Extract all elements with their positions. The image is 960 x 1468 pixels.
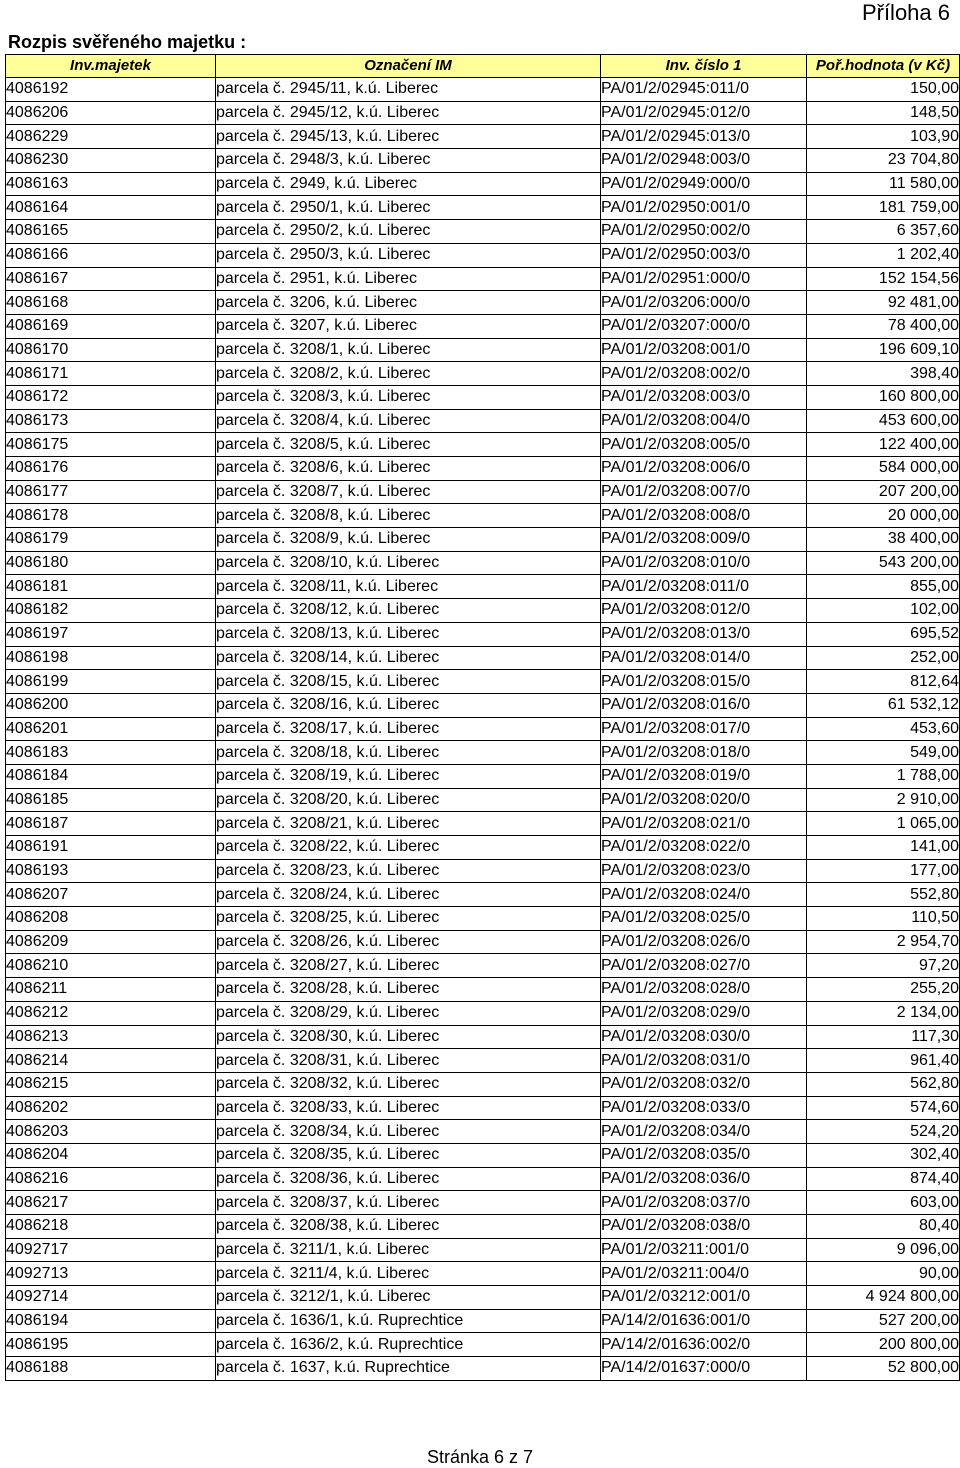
cell-inv-majetek: 4086230: [6, 149, 216, 173]
cell-oznaceni-im: parcela č. 3208/2, k.ú. Liberec: [216, 362, 601, 386]
cell-por-hodnota: 9 096,00: [807, 1238, 960, 1262]
cell-inv-majetek: 4086216: [6, 1167, 216, 1191]
table-row: [6, 528, 960, 552]
cell-por-hodnota: 1 202,40: [807, 243, 960, 267]
cell-oznaceni-im: parcela č. 3211/4, k.ú. Liberec: [216, 1262, 601, 1286]
cell-inv-majetek: 4086197: [6, 622, 216, 646]
cell-inv-majetek: 4086176: [6, 457, 216, 481]
cell-inv-majetek: 4086217: [6, 1191, 216, 1215]
cell-por-hodnota: 122 400,00: [807, 433, 960, 457]
cell-oznaceni-im: parcela č. 3208/11, k.ú. Liberec: [216, 575, 601, 599]
cell-inv-majetek: 4086179: [6, 528, 216, 552]
cell-inv-cislo: PA/01/2/03208:022/0: [601, 836, 807, 860]
cell-inv-cislo: PA/01/2/02945:012/0: [601, 101, 807, 125]
cell-por-hodnota: 20 000,00: [807, 504, 960, 528]
cell-inv-cislo: PA/01/2/03208:015/0: [601, 670, 807, 694]
cell-inv-cislo: PA/01/2/03208:019/0: [601, 764, 807, 788]
table-row: [6, 1333, 960, 1357]
cell-inv-majetek: 4086209: [6, 930, 216, 954]
table-row: [6, 291, 960, 315]
cell-por-hodnota: 148,50: [807, 101, 960, 125]
cell-por-hodnota: 80,40: [807, 1215, 960, 1239]
cell-inv-cislo: PA/01/2/03208:002/0: [601, 362, 807, 386]
cell-inv-majetek: 4086201: [6, 717, 216, 741]
table-row: [6, 243, 960, 267]
cell-por-hodnota: 11 580,00: [807, 172, 960, 196]
cell-oznaceni-im: parcela č. 3208/1, k.ú. Liberec: [216, 338, 601, 362]
cell-inv-cislo: PA/14/2/01636:001/0: [601, 1309, 807, 1333]
cell-oznaceni-im: parcela č. 3208/32, k.ú. Liberec: [216, 1072, 601, 1096]
table-row: [6, 930, 960, 954]
cell-inv-majetek: 4086175: [6, 433, 216, 457]
cell-inv-cislo: PA/01/2/03208:008/0: [601, 504, 807, 528]
header-por-hodnota: Poř.hodnota (v Kč): [807, 55, 960, 78]
cell-inv-cislo: PA/01/2/02951:000/0: [601, 267, 807, 291]
cell-inv-cislo: PA/01/2/03208:014/0: [601, 646, 807, 670]
cell-oznaceni-im: parcela č. 3208/37, k.ú. Liberec: [216, 1191, 601, 1215]
cell-oznaceni-im: parcela č. 3208/27, k.ú. Liberec: [216, 954, 601, 978]
cell-inv-majetek: 4086168: [6, 291, 216, 315]
cell-por-hodnota: 398,40: [807, 362, 960, 386]
cell-inv-majetek: 4086218: [6, 1215, 216, 1239]
cell-inv-majetek: 4086169: [6, 314, 216, 338]
cell-inv-cislo: PA/01/2/03208:036/0: [601, 1167, 807, 1191]
cell-oznaceni-im: parcela č. 1636/1, k.ú. Ruprechtice: [216, 1309, 601, 1333]
cell-inv-majetek: 4086184: [6, 764, 216, 788]
table-row: [6, 1049, 960, 1073]
cell-oznaceni-im: parcela č. 3208/36, k.ú. Liberec: [216, 1167, 601, 1191]
cell-oznaceni-im: parcela č. 3212/1, k.ú. Liberec: [216, 1286, 601, 1310]
cell-inv-cislo: PA/01/2/03208:016/0: [601, 693, 807, 717]
cell-por-hodnota: 549,00: [807, 741, 960, 765]
cell-por-hodnota: 543 200,00: [807, 551, 960, 575]
table-row: [6, 954, 960, 978]
table-row: [6, 741, 960, 765]
cell-oznaceni-im: parcela č. 3208/13, k.ú. Liberec: [216, 622, 601, 646]
cell-inv-majetek: 4086177: [6, 480, 216, 504]
cell-inv-majetek: 4086204: [6, 1143, 216, 1167]
cell-oznaceni-im: parcela č. 3208/38, k.ú. Liberec: [216, 1215, 601, 1239]
cell-oznaceni-im: parcela č. 3208/28, k.ú. Liberec: [216, 978, 601, 1002]
table-row: [6, 1025, 960, 1049]
cell-inv-majetek: 4086210: [6, 954, 216, 978]
cell-por-hodnota: 160 800,00: [807, 385, 960, 409]
table-row: [6, 883, 960, 907]
cell-inv-cislo: PA/01/2/03208:021/0: [601, 812, 807, 836]
table-row: [6, 196, 960, 220]
table-body: [6, 78, 960, 1381]
cell-por-hodnota: 2 910,00: [807, 788, 960, 812]
cell-inv-majetek: 4086206: [6, 101, 216, 125]
cell-inv-cislo: PA/01/2/03208:027/0: [601, 954, 807, 978]
table-row: [6, 1215, 960, 1239]
cell-inv-majetek: 4086164: [6, 196, 216, 220]
cell-inv-cislo: PA/01/2/03207:000/0: [601, 314, 807, 338]
cell-inv-cislo: PA/01/2/03208:032/0: [601, 1072, 807, 1096]
cell-inv-cislo: PA/01/2/03208:024/0: [601, 883, 807, 907]
cell-inv-majetek: 4086214: [6, 1049, 216, 1073]
header-inv-cislo: Inv. číslo 1: [601, 55, 807, 78]
cell-inv-cislo: PA/01/2/03208:017/0: [601, 717, 807, 741]
header-inv-majetek: Inv.majetek: [6, 55, 216, 78]
cell-por-hodnota: 961,40: [807, 1049, 960, 1073]
cell-inv-cislo: PA/01/2/03208:030/0: [601, 1025, 807, 1049]
table-row: [6, 457, 960, 481]
cell-oznaceni-im: parcela č. 2945/13, k.ú. Liberec: [216, 125, 601, 149]
cell-por-hodnota: 574,60: [807, 1096, 960, 1120]
cell-inv-cislo: PA/01/2/03208:013/0: [601, 622, 807, 646]
cell-inv-majetek: 4086165: [6, 220, 216, 244]
cell-oznaceni-im: parcela č. 3208/5, k.ú. Liberec: [216, 433, 601, 457]
cell-oznaceni-im: parcela č. 1636/2, k.ú. Ruprechtice: [216, 1333, 601, 1357]
cell-por-hodnota: 2 134,00: [807, 1001, 960, 1025]
cell-por-hodnota: 90,00: [807, 1262, 960, 1286]
cell-oznaceni-im: parcela č. 2945/11, k.ú. Liberec: [216, 78, 601, 102]
cell-por-hodnota: 152 154,56: [807, 267, 960, 291]
cell-oznaceni-im: parcela č. 3208/33, k.ú. Liberec: [216, 1096, 601, 1120]
cell-inv-cislo: PA/01/2/03208:018/0: [601, 741, 807, 765]
cell-por-hodnota: 97,20: [807, 954, 960, 978]
table-row: [6, 622, 960, 646]
table-row: [6, 172, 960, 196]
cell-oznaceni-im: parcela č. 3208/8, k.ú. Liberec: [216, 504, 601, 528]
table-row: [6, 1286, 960, 1310]
cell-por-hodnota: 196 609,10: [807, 338, 960, 362]
page-title: Rozpis svěřeného majetku :: [8, 32, 247, 52]
cell-inv-majetek: 4086192: [6, 78, 216, 102]
cell-inv-cislo: PA/01/2/02950:003/0: [601, 243, 807, 267]
cell-inv-cislo: PA/01/2/03208:005/0: [601, 433, 807, 457]
cell-inv-majetek: 4086207: [6, 883, 216, 907]
cell-por-hodnota: 584 000,00: [807, 457, 960, 481]
cell-por-hodnota: 52 800,00: [807, 1357, 960, 1381]
cell-por-hodnota: 562,80: [807, 1072, 960, 1096]
cell-inv-cislo: PA/01/2/03208:003/0: [601, 385, 807, 409]
cell-inv-cislo: PA/01/2/03208:007/0: [601, 480, 807, 504]
cell-oznaceni-im: parcela č. 2950/2, k.ú. Liberec: [216, 220, 601, 244]
table-row: [6, 1309, 960, 1333]
cell-inv-cislo: PA/01/2/03208:023/0: [601, 859, 807, 883]
table-row: [6, 693, 960, 717]
table-row: [6, 433, 960, 457]
cell-oznaceni-im: parcela č. 3208/35, k.ú. Liberec: [216, 1143, 601, 1167]
cell-inv-cislo: PA/01/2/03208:038/0: [601, 1215, 807, 1239]
cell-inv-cislo: PA/14/2/01636:002/0: [601, 1333, 807, 1357]
cell-por-hodnota: 453,60: [807, 717, 960, 741]
cell-inv-majetek: 4086187: [6, 812, 216, 836]
cell-inv-cislo: PA/01/2/03211:001/0: [601, 1238, 807, 1262]
cell-oznaceni-im: parcela č. 3208/15, k.ú. Liberec: [216, 670, 601, 694]
cell-inv-majetek: 4086200: [6, 693, 216, 717]
cell-por-hodnota: 102,00: [807, 599, 960, 623]
cell-inv-majetek: 4086191: [6, 836, 216, 860]
cell-oznaceni-im: parcela č. 3207, k.ú. Liberec: [216, 314, 601, 338]
cell-oznaceni-im: parcela č. 3206, k.ú. Liberec: [216, 291, 601, 315]
table-row: [6, 836, 960, 860]
table-row: [6, 338, 960, 362]
table-row: [6, 267, 960, 291]
cell-inv-majetek: 4086170: [6, 338, 216, 362]
cell-inv-majetek: 4092717: [6, 1238, 216, 1262]
cell-oznaceni-im: parcela č. 3208/19, k.ú. Liberec: [216, 764, 601, 788]
cell-inv-cislo: PA/01/2/03208:031/0: [601, 1049, 807, 1073]
cell-inv-cislo: PA/01/2/03208:026/0: [601, 930, 807, 954]
cell-oznaceni-im: parcela č. 2950/1, k.ú. Liberec: [216, 196, 601, 220]
cell-inv-majetek: 4086203: [6, 1120, 216, 1144]
cell-oznaceni-im: parcela č. 2949, k.ú. Liberec: [216, 172, 601, 196]
cell-por-hodnota: 2 954,70: [807, 930, 960, 954]
cell-inv-cislo: PA/01/2/03208:012/0: [601, 599, 807, 623]
cell-oznaceni-im: parcela č. 3208/3, k.ú. Liberec: [216, 385, 601, 409]
cell-por-hodnota: 117,30: [807, 1025, 960, 1049]
cell-oznaceni-im: parcela č. 3208/20, k.ú. Liberec: [216, 788, 601, 812]
table-row: [6, 788, 960, 812]
cell-oznaceni-im: parcela č. 3208/24, k.ú. Liberec: [216, 883, 601, 907]
cell-inv-majetek: 4086181: [6, 575, 216, 599]
cell-por-hodnota: 855,00: [807, 575, 960, 599]
cell-oznaceni-im: parcela č. 2951, k.ú. Liberec: [216, 267, 601, 291]
table-row: [6, 1143, 960, 1167]
table-row: [6, 646, 960, 670]
cell-por-hodnota: 181 759,00: [807, 196, 960, 220]
cell-inv-majetek: 4086163: [6, 172, 216, 196]
cell-por-hodnota: 453 600,00: [807, 409, 960, 433]
cell-oznaceni-im: parcela č. 3208/4, k.ú. Liberec: [216, 409, 601, 433]
cell-oznaceni-im: parcela č. 3208/17, k.ú. Liberec: [216, 717, 601, 741]
cell-inv-majetek: 4086212: [6, 1001, 216, 1025]
cell-inv-majetek: 4092713: [6, 1262, 216, 1286]
cell-inv-cislo: PA/01/2/03208:009/0: [601, 528, 807, 552]
table-row: [6, 362, 960, 386]
cell-oznaceni-im: parcela č. 3208/6, k.ú. Liberec: [216, 457, 601, 481]
cell-inv-cislo: PA/01/2/02949:000/0: [601, 172, 807, 196]
table-row: [6, 717, 960, 741]
cell-oznaceni-im: parcela č. 3208/30, k.ú. Liberec: [216, 1025, 601, 1049]
cell-inv-majetek: 4086171: [6, 362, 216, 386]
table-row: [6, 1238, 960, 1262]
table-row: [6, 149, 960, 173]
table-row: [6, 78, 960, 102]
cell-por-hodnota: 255,20: [807, 978, 960, 1002]
cell-inv-majetek: 4086193: [6, 859, 216, 883]
cell-inv-majetek: 4086215: [6, 1072, 216, 1096]
cell-inv-cislo: PA/01/2/03208:034/0: [601, 1120, 807, 1144]
table-row: [6, 575, 960, 599]
cell-inv-cislo: PA/01/2/02945:011/0: [601, 78, 807, 102]
cell-por-hodnota: 61 532,12: [807, 693, 960, 717]
table-row: [6, 599, 960, 623]
cell-inv-majetek: 4092714: [6, 1286, 216, 1310]
cell-inv-majetek: 4086173: [6, 409, 216, 433]
cell-inv-majetek: 4086208: [6, 907, 216, 931]
cell-por-hodnota: 150,00: [807, 78, 960, 102]
cell-inv-cislo: PA/01/2/03208:001/0: [601, 338, 807, 362]
cell-inv-majetek: 4086166: [6, 243, 216, 267]
cell-inv-cislo: PA/01/2/03208:028/0: [601, 978, 807, 1002]
cell-oznaceni-im: parcela č. 3208/18, k.ú. Liberec: [216, 741, 601, 765]
cell-por-hodnota: 141,00: [807, 836, 960, 860]
cell-oznaceni-im: parcela č. 3208/21, k.ú. Liberec: [216, 812, 601, 836]
cell-inv-cislo: PA/01/2/03208:011/0: [601, 575, 807, 599]
cell-inv-majetek: 4086180: [6, 551, 216, 575]
cell-por-hodnota: 812,64: [807, 670, 960, 694]
cell-por-hodnota: 1 065,00: [807, 812, 960, 836]
cell-inv-majetek: 4086167: [6, 267, 216, 291]
table-row: [6, 385, 960, 409]
cell-inv-cislo: PA/01/2/03208:010/0: [601, 551, 807, 575]
cell-oznaceni-im: parcela č. 3208/12, k.ú. Liberec: [216, 599, 601, 623]
cell-inv-cislo: PA/01/2/03208:029/0: [601, 1001, 807, 1025]
cell-por-hodnota: 207 200,00: [807, 480, 960, 504]
cell-inv-majetek: 4086198: [6, 646, 216, 670]
cell-oznaceni-im: parcela č. 3208/29, k.ú. Liberec: [216, 1001, 601, 1025]
cell-por-hodnota: 200 800,00: [807, 1333, 960, 1357]
cell-inv-majetek: 4086172: [6, 385, 216, 409]
table-row: [6, 1167, 960, 1191]
cell-inv-majetek: 4086188: [6, 1357, 216, 1381]
cell-inv-cislo: PA/01/2/02950:002/0: [601, 220, 807, 244]
cell-inv-cislo: PA/01/2/03208:020/0: [601, 788, 807, 812]
cell-por-hodnota: 552,80: [807, 883, 960, 907]
cell-por-hodnota: 252,00: [807, 646, 960, 670]
cell-oznaceni-im: parcela č. 3208/26, k.ú. Liberec: [216, 930, 601, 954]
cell-por-hodnota: 1 788,00: [807, 764, 960, 788]
table-row: [6, 220, 960, 244]
cell-oznaceni-im: parcela č. 3208/7, k.ú. Liberec: [216, 480, 601, 504]
table-row: [6, 812, 960, 836]
cell-por-hodnota: 695,52: [807, 622, 960, 646]
cell-inv-cislo: PA/01/2/03206:000/0: [601, 291, 807, 315]
cell-inv-majetek: 4086211: [6, 978, 216, 1002]
cell-oznaceni-im: parcela č. 3211/1, k.ú. Liberec: [216, 1238, 601, 1262]
table-row: [6, 1120, 960, 1144]
cell-inv-cislo: PA/01/2/03208:006/0: [601, 457, 807, 481]
table-row: [6, 907, 960, 931]
cell-por-hodnota: 527 200,00: [807, 1309, 960, 1333]
cell-inv-cislo: PA/01/2/03208:004/0: [601, 409, 807, 433]
table-row: [6, 1357, 960, 1381]
cell-oznaceni-im: parcela č. 3208/16, k.ú. Liberec: [216, 693, 601, 717]
cell-inv-majetek: 4086199: [6, 670, 216, 694]
table-row: [6, 764, 960, 788]
cell-inv-cislo: PA/01/2/03208:037/0: [601, 1191, 807, 1215]
cell-oznaceni-im: parcela č. 3208/25, k.ú. Liberec: [216, 907, 601, 931]
cell-inv-majetek: 4086202: [6, 1096, 216, 1120]
cell-por-hodnota: 110,50: [807, 907, 960, 931]
cell-inv-majetek: 4086229: [6, 125, 216, 149]
cell-inv-cislo: PA/01/2/03208:035/0: [601, 1143, 807, 1167]
cell-por-hodnota: 524,20: [807, 1120, 960, 1144]
table-row: [6, 409, 960, 433]
cell-inv-majetek: 4086213: [6, 1025, 216, 1049]
cell-oznaceni-im: parcela č. 2950/3, k.ú. Liberec: [216, 243, 601, 267]
table-row: [6, 1262, 960, 1286]
cell-oznaceni-im: parcela č. 1637, k.ú. Ruprechtice: [216, 1357, 601, 1381]
table-row: [6, 504, 960, 528]
cell-por-hodnota: 874,40: [807, 1167, 960, 1191]
cell-inv-majetek: 4086182: [6, 599, 216, 623]
cell-por-hodnota: 23 704,80: [807, 149, 960, 173]
table-row: [6, 480, 960, 504]
cell-inv-cislo: PA/01/2/03208:033/0: [601, 1096, 807, 1120]
table-row: [6, 670, 960, 694]
cell-inv-majetek: 4086178: [6, 504, 216, 528]
cell-inv-majetek: 4086183: [6, 741, 216, 765]
header-oznaceni-im: Označení IM: [216, 55, 601, 78]
cell-inv-cislo: PA/01/2/03212:001/0: [601, 1286, 807, 1310]
cell-inv-cislo: PA/14/2/01637:000/0: [601, 1357, 807, 1381]
table-row: [6, 978, 960, 1002]
asset-table: [5, 54, 960, 1381]
table-row: [6, 314, 960, 338]
cell-oznaceni-im: parcela č. 2945/12, k.ú. Liberec: [216, 101, 601, 125]
cell-oznaceni-im: parcela č. 3208/22, k.ú. Liberec: [216, 836, 601, 860]
table-row: [6, 1191, 960, 1215]
cell-por-hodnota: 78 400,00: [807, 314, 960, 338]
table-row: [6, 1001, 960, 1025]
table-row: [6, 551, 960, 575]
cell-inv-cislo: PA/01/2/02950:001/0: [601, 196, 807, 220]
cell-inv-majetek: 4086195: [6, 1333, 216, 1357]
cell-oznaceni-im: parcela č. 3208/14, k.ú. Liberec: [216, 646, 601, 670]
cell-por-hodnota: 92 481,00: [807, 291, 960, 315]
cell-inv-cislo: PA/01/2/03211:004/0: [601, 1262, 807, 1286]
cell-inv-cislo: PA/01/2/02948:003/0: [601, 149, 807, 173]
table-row: [6, 1072, 960, 1096]
cell-por-hodnota: 4 924 800,00: [807, 1286, 960, 1310]
cell-oznaceni-im: parcela č. 3208/31, k.ú. Liberec: [216, 1049, 601, 1073]
table-row: [6, 101, 960, 125]
cell-inv-cislo: PA/01/2/02945:013/0: [601, 125, 807, 149]
table-header-row: [6, 55, 960, 78]
cell-inv-majetek: 4086185: [6, 788, 216, 812]
cell-oznaceni-im: parcela č. 3208/34, k.ú. Liberec: [216, 1120, 601, 1144]
cell-inv-majetek: 4086194: [6, 1309, 216, 1333]
cell-por-hodnota: 6 357,60: [807, 220, 960, 244]
cell-por-hodnota: 177,00: [807, 859, 960, 883]
cell-oznaceni-im: parcela č. 3208/9, k.ú. Liberec: [216, 528, 601, 552]
cell-por-hodnota: 603,00: [807, 1191, 960, 1215]
cell-por-hodnota: 38 400,00: [807, 528, 960, 552]
table-row: [6, 859, 960, 883]
page-number: Stránka 6 z 7: [426, 1447, 534, 1467]
table-row: [6, 1096, 960, 1120]
table-row: [6, 125, 960, 149]
cell-por-hodnota: 103,90: [807, 125, 960, 149]
attachment-label: Příloha 6: [861, 0, 950, 25]
cell-oznaceni-im: parcela č. 3208/10, k.ú. Liberec: [216, 551, 601, 575]
cell-oznaceni-im: parcela č. 3208/23, k.ú. Liberec: [216, 859, 601, 883]
cell-inv-cislo: PA/01/2/03208:025/0: [601, 907, 807, 931]
cell-por-hodnota: 302,40: [807, 1143, 960, 1167]
cell-oznaceni-im: parcela č. 2948/3, k.ú. Liberec: [216, 149, 601, 173]
